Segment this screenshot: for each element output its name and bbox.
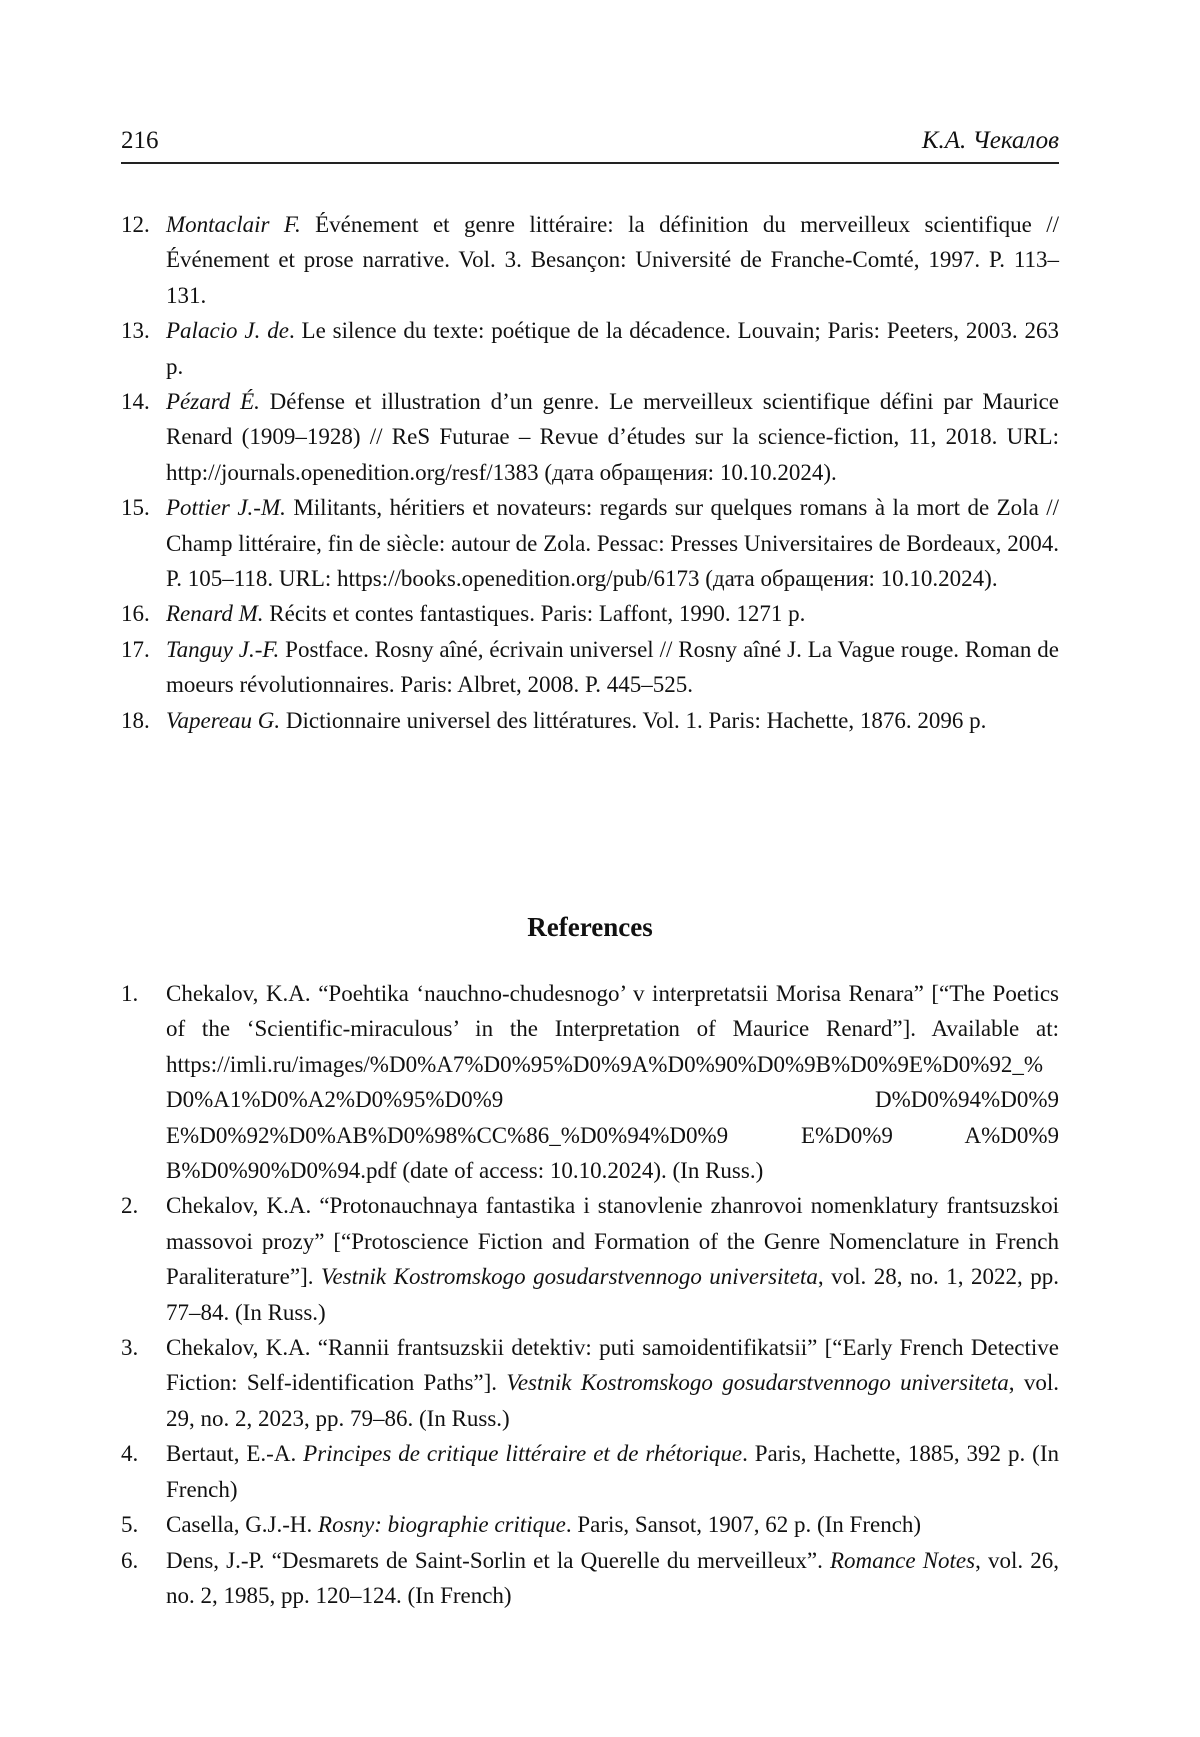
entry-body: Défense et illustration d’un genre. Le merveilleux scientifique défini par Maurice Renard (1909–1928) // ReS Futurae – Revue d’études sur la science-fiction, 11, 2018. URL: http://journals.openedition.org/resf/1383 (дата обращения: 10.10.2024). [166,389,1059,485]
entry-text [166,1543,1059,1614]
entry-number: 12. [121,212,150,237]
bibliography-entry [121,313,1059,384]
references-heading: References [527,912,653,942]
entry-body: Casella, G.J.-H. [166,1512,319,1538]
entry-body: Militants, héritiers et novateurs: regards sur quelques romans à la mort de Zola // Champ littéraire, fin de siècle: autour de Zola. Pessac: Presses Universitaires de Bordeaux, 2004. P. 105–118. URL: https://books.openedition.org/pub/6173 (дата обращения: 10.10.2024). [166,495,1060,592]
entry-text [166,976,1059,1188]
entry-number: 3. [121,1335,139,1361]
entry-source: Rosny: biographie critique [318,1512,566,1538]
entry-source: Romance Notes [830,1547,976,1573]
reference-entry [121,1543,1059,1614]
entry-number: 15. [121,495,150,521]
references-list [121,976,1059,1613]
entry-number: 18. [121,707,150,733]
entry-body: . Le silence du texte: poétique de la décadence. Louvain; Paris: Peeters, 2003. 263 p. [166,318,1059,379]
entry-text [166,490,1059,596]
entry-body: Chekalov, K.A. “Protonauchnaya fantastika i stanovlenie zhanrovoi nomenklatury frantsuzskoi massovoi prozy” [“Protoscience Fiction and Formation of the Genre Nomenclature in French Paraliterature”]. [166,1193,1059,1290]
entry-text [166,1436,1059,1507]
entry-author: Tanguy J.-F. [166,636,280,662]
entry-number: 13. [121,318,150,344]
reference-entry [121,1507,1059,1542]
entry-body: Bertaut, E.-A. [166,1441,304,1467]
reference-entry [121,1188,1059,1330]
entry-text [166,703,1059,738]
entry-text [166,632,1059,703]
entry-body: Chekalov, K.A. “Rannii frantsuzskii detektiv: puti samoidentifikatsii” [“Early French Detective Fiction: Self-identification Paths”]. [166,1335,1059,1396]
entry-text [166,1330,1059,1436]
entry-body: Dictionnaire universel des littératures. Vol. 1. Paris: Hachette, 1876. 2096 p. [280,707,987,733]
bibliography-entry [121,632,1059,703]
entry-text [166,1507,1059,1542]
entry-author: Pottier J.-M. [166,495,286,521]
bibliography-entry [121,384,1059,490]
entry-body: Dens, J.-P. “Desmarets de Saint-Sorlin et la Querelle du merveilleux”. [166,1547,830,1573]
entry-details: , vol. 28, no. 1, 2022, pp. 77–84. (In Russ.) [166,1264,1059,1325]
entry-text [166,313,1059,384]
bibliography-list [121,207,1059,738]
reference-entry [121,976,1059,1188]
entry-text [166,1188,1059,1330]
entry-author: Montaclair F. [166,212,301,237]
entry-details: . Paris, Hachette, 1885, 392 p. (In French) [166,1441,1059,1502]
entry-number: 5. [121,1512,139,1538]
entry-author: Renard M. [166,601,264,627]
bibliography-entry [121,703,1059,738]
entry-details: , vol. 26, no. 2, 1985, pp. 120–124. (In French) [166,1547,1060,1608]
entry-source: Principes de critique littéraire et de rhétorique [303,1441,743,1467]
entry-number: 17. [121,636,150,662]
entry-number: 1. [121,981,139,1006]
entry-author: Vapereau G. [166,707,281,733]
entry-author: Palacio J. de [166,318,289,344]
entry-body: Récits et contes fantastiques. Paris: Laffont, 1990. 1271 p. [263,601,806,627]
entry-body: Postface. Rosny aîné, écrivain universel // Rosny aîné J. La Vague rouge. Roman de moeurs révolutionnaires. Paris: Albret, 2008. P. 445–525. [166,636,1059,698]
entry-body: Chekalov, K.A. “Poehtika ‘nauchno-chudesnogo’ v interpretatsii Morisa Renara” [“The Poetics of the ‘Scientific-miraculous’ in the Interpretation of Maurice Renard”]. Available at: https://imli.ru/images/%D0%A7%D0%95%D0%9A%D0%90%D0%9B%D0%9E%D0%92_%D0%A1%D0%A2%D0%95%D0%9 D%D0%94%D0%9 E%D0%92%D0%AB%D0%98%CC%86_%D0%94%D0%9 E%D0%9 A%D0%9 B%D0%90%D0%94.pdf (date of access: 10.10.2024). (In Russ.) [166,981,1059,1184]
entry-number: 16. [121,601,150,627]
page-header [121,126,1059,164]
entry-details: , vol. 29, no. 2, 2023, pp. 79–86. (In Russ.) [166,1370,1059,1431]
entry-number: 6. [121,1547,139,1573]
entry-body: Événement et genre littéraire: la définition du merveilleux scientifique // Événement et prose narrative. Vol. 3. Besançon: Université de Franche-Comté, 1997. P. 113–131. [166,212,1059,308]
entry-source: Vestnik Kostromskogo gosudarstvennogo universiteta [320,1264,818,1290]
entry-text [166,596,1059,631]
entry-number: 2. [121,1193,139,1219]
bibliography-entry [121,490,1059,596]
entry-details: . Paris, Sansot, 1907, 62 p. (In French) [565,1512,922,1538]
entry-text [166,384,1059,490]
bibliography-entry [121,207,1059,313]
entry-number: 4. [121,1441,139,1467]
entry-author: Pézard É. [166,389,260,415]
reference-entry [121,1436,1059,1507]
reference-entry [121,1330,1059,1436]
entry-source: Vestnik Kostromskogo gosudarstvennogo universiteta [506,1370,1009,1396]
bibliography-entry [121,596,1059,631]
entry-text [166,207,1059,313]
running-title: К.А. Чекалов [921,127,1059,154]
page-number: 216 [121,127,159,154]
entry-number: 14. [121,389,150,415]
